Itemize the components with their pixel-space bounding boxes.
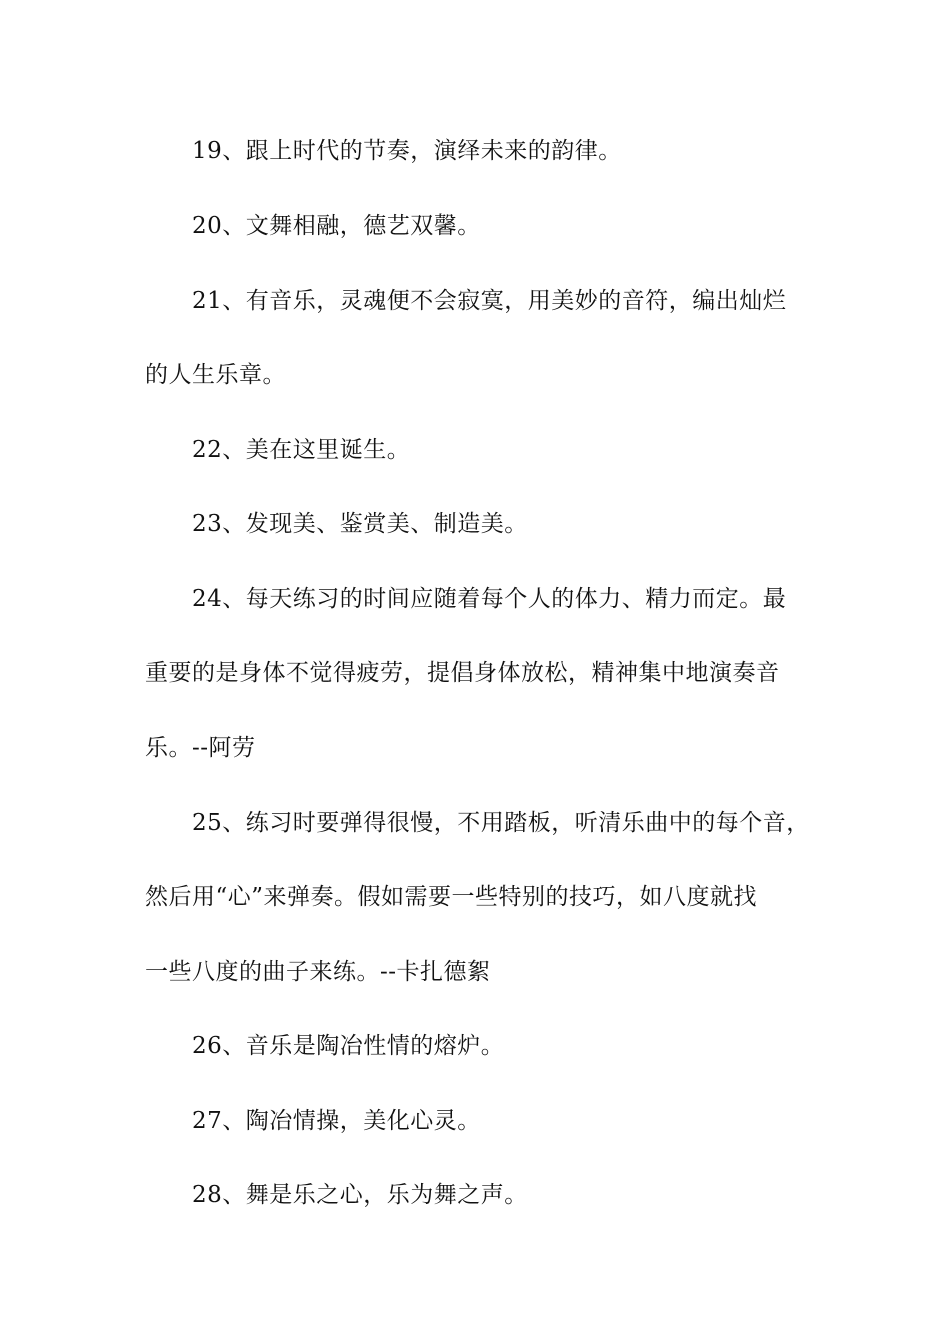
text-line-24-cont-2: 乐。--阿劳 (145, 735, 256, 761)
text-line-23: 23、发现美、鉴赏美、制造美。 (192, 511, 528, 537)
text-line-25-cont-1: 然后用“心”来弹奏。假如需要一些特别的技巧，如八度就找 (145, 884, 758, 910)
text-line-25: 25、练习时要弹得很慢，不用踏板，听清乐曲中的每个音， (192, 810, 810, 836)
text-line-28: 28、舞是乐之心，乐为舞之声。 (192, 1182, 528, 1208)
text-line-27: 27、陶冶情操，美化心灵。 (192, 1108, 481, 1134)
text-line-26: 26、音乐是陶冶性情的熔炉。 (192, 1033, 505, 1059)
text-line-21: 21、有音乐，灵魂便不会寂寞，用美妙的音符，编出灿烂 (192, 288, 787, 314)
text-line-25-cont-2: 一些八度的曲子来练。--卡扎德絮 (145, 959, 491, 985)
text-line-24: 24、每天练习的时间应随着每个人的体力、精力而定。最 (192, 586, 787, 612)
text-line-22: 22、美在这里诞生。 (192, 437, 411, 463)
text-line-24-cont-1: 重要的是身体不觉得疲劳，提倡身体放松，精神集中地演奏音 (145, 660, 780, 686)
text-line-21-cont: 的人生乐章。 (145, 362, 286, 388)
text-line-20: 20、文舞相融，德艺双馨。 (192, 213, 481, 239)
text-line-19: 19、跟上时代的节奏，演绎未来的韵律。 (192, 138, 622, 164)
